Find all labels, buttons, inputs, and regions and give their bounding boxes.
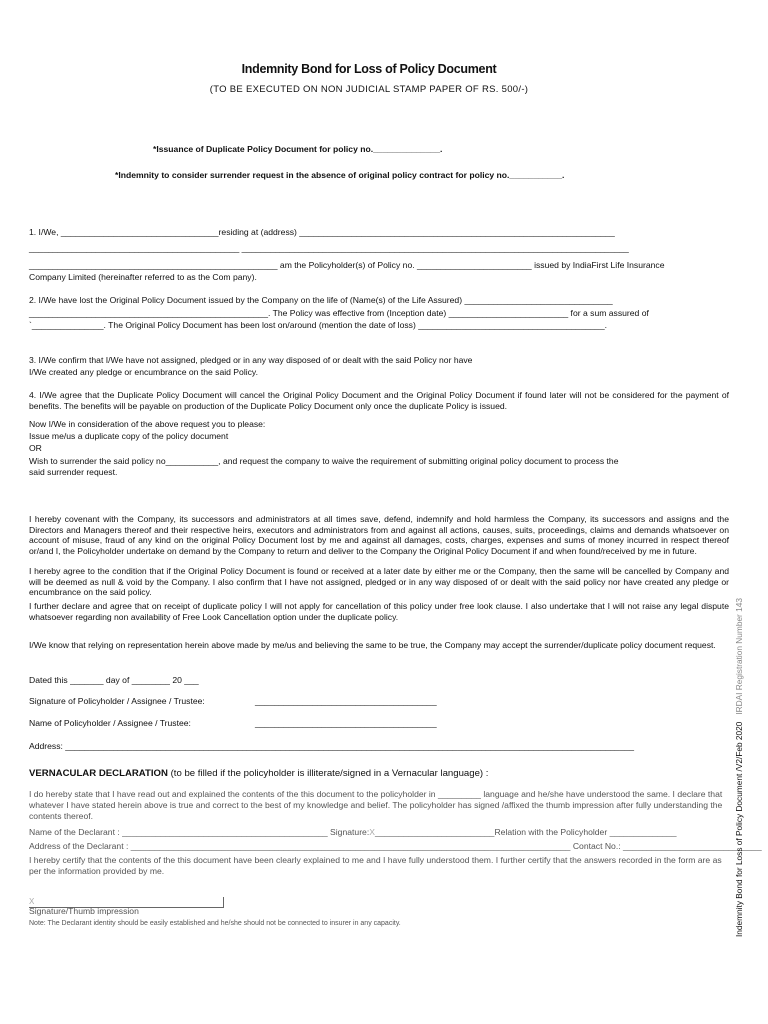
declarant-row [29,827,677,839]
clause2-line2: __________________________________________________. The Policy was effective from (Inception date) _________________________ for a sum assured of [29,308,649,318]
declarant-address-field[interactable]: Address of the Declarant : ____________________________________________________________________________________________ Contact No.: _____________________________ [29,841,762,851]
declarant-signature-field[interactable]: _________________________ [374,827,495,837]
signature-field[interactable]: ______________________________________ [255,696,437,706]
signature-label: Signature of Policyholder / Assignee / Trustee: [29,696,205,706]
relation-field[interactable]: Relation with the Policyholder ______________ [494,827,677,837]
clause1-line1: 1. I/We, _________________________________residing at (address) __________________________________________________________________ [29,227,615,237]
declarant-name-field[interactable]: Name of the Declarant : ___________________________________________ Signature: [29,827,370,837]
clause3-line2: I/We created any pledge or encumbrance on the said Policy. [29,367,258,377]
thumb-impression-label: Signature/Thumb impression [29,906,139,916]
covenant-paragraph: I hereby covenant with the Company, its successors and administrators at all times save, defend, indemnify and hold harmless the Company, its successors and assigns and the Directors and Managers thereof and their respective heirs, executors and administrators from and against all actions, causes, suits, proceedings, claims and demands whatsoever on account of misuse, fraud of any kind on the original Policy Document lost by me and against all damages, costs, charges, expenses and sums of money incurred in respect thereof or/and I, the Policyholder undertake on demand by the Company to return and deliver to the Company the Original Policy Document if and when found/received by me in future. [29,514,729,556]
request-option-duplicate: Issue me/us a duplicate copy of the policy document [29,431,229,441]
reliance-paragraph: I/We know that relying on representation herein above made by me/us and believing the same to be true, the Company may accept the surrender/duplicate policy document request. [29,640,716,650]
vernacular-statement: I do hereby state that I have read out and explained the contents of the this document to the policyholder in _________ language and he/she have understood the same. I declare that whatever I have stated herein above is true and correct to the best of my knowledge and belief. The policyholder has signed /affixed the thumb impression after fully understanding the contents thereof. [29,789,723,822]
free-look-paragraph: I further declare and agree that on receipt of duplicate policy I will not apply for cancellation of this policy under free look clause. I also undertake that I will not raise any legal dispute whatsoever regarding non availability of Free Look Cancellation option under the duplicate policy. [29,601,729,622]
clause1-line3: ____________________________________________________ am the Policyholder(s) of Policy no. ________________________ issued by IndiaFirst Life Insurance [29,260,665,270]
request-or: OR [29,443,42,453]
vernacular-heading-note: (to be filled if the policyholder is illiterate/signed in a Vernacular language) : [167,768,489,779]
indemnity-line: *Indemnity to consider surrender request in the absence of original policy contract for policy no.___________. [115,170,565,180]
clause2-line3: `_______________. The Original Policy Document has been lost on/around (mention the date of loss) _______________________________________. [29,320,607,330]
document-title: Indemnity Bond for Loss of Policy Document [241,62,497,76]
dated-line: Dated this _______ day of ________ 20 ___ [29,675,199,685]
certify-paragraph: I hereby certify that the contents of the this document have been clearly explained to me and I have fully understood them. I further certify that the answers recorded in the form are as per the information provided by me. [29,855,722,877]
address-field[interactable]: Address: _______________________________________________________________________________________________________________________ [29,741,635,751]
request-option-surrender-cont: said surrender request. [29,467,118,477]
side-doc-name: Indemnity Bond for Loss of Policy Document /V2/Feb 2020 [734,721,744,937]
request-intro: Now I/We in consideration of the above request you to please: [29,419,266,429]
side-reg-number: IRDAI Registration Number 143 [734,598,744,715]
declarant-note: Note: The Declarant identity should be easily established and he/she should not be connected to insurer in any capacity. [29,920,401,927]
request-option-surrender: Wish to surrender the said policy no___________, and request the company to waive the requirement of submitting original policy document to process the [29,456,619,466]
name-field[interactable]: ______________________________________ [255,718,437,728]
name-label: Name of Policyholder / Assignee / Trustee: [29,718,191,728]
clause2-line1: 2. I/We have lost the Original Policy Document issued by the Company on the life of (Name(s) of the Life Assured) _______________________________ [29,295,613,305]
clause4: 4. I/We agree that the Duplicate Policy Document will cancel the Original Policy Document and the Original Policy Document if found later will not be considered for the payment of benefits. The benefits will be payable on production of the Duplicate Policy Document only once the duplicate Policy is issued. [29,390,729,411]
issuance-line: *Issuance of Duplicate Policy Document for policy no.______________. [153,144,443,154]
signature-mark-icon: X [369,827,375,837]
clause1-line2: ____________________________________________ _________________________________________________________________________________ [29,243,629,253]
agree-condition-paragraph: I hereby agree to the condition that if the Original Policy Document is found or received at a later date by either me or the Company, then the same will be cancelled by Company and will be deemed as null & void by the Company. I also confirm that I have not assigned, pledged or in any way disposed of or dealt with the said policy nor have created any pledge or encumbrance on the said policy. [29,566,729,598]
clause3-line1: 3. I/We confirm that I/We have not assigned, pledged or in any way disposed of or dealt with the said Policy nor have [29,355,473,365]
vernacular-heading [29,768,488,779]
clause1-line4: Company Limited (hereinafter referred to as the Com pany). [29,272,257,282]
document-subtitle: (TO BE EXECUTED ON NON JUDICIAL STAMP PAPER OF RS. 500/-) [209,84,529,95]
thumb-mark-icon: X [29,897,35,906]
side-footer [734,537,748,937]
vernacular-heading-title: VERNACULAR DECLARATION [29,768,168,779]
